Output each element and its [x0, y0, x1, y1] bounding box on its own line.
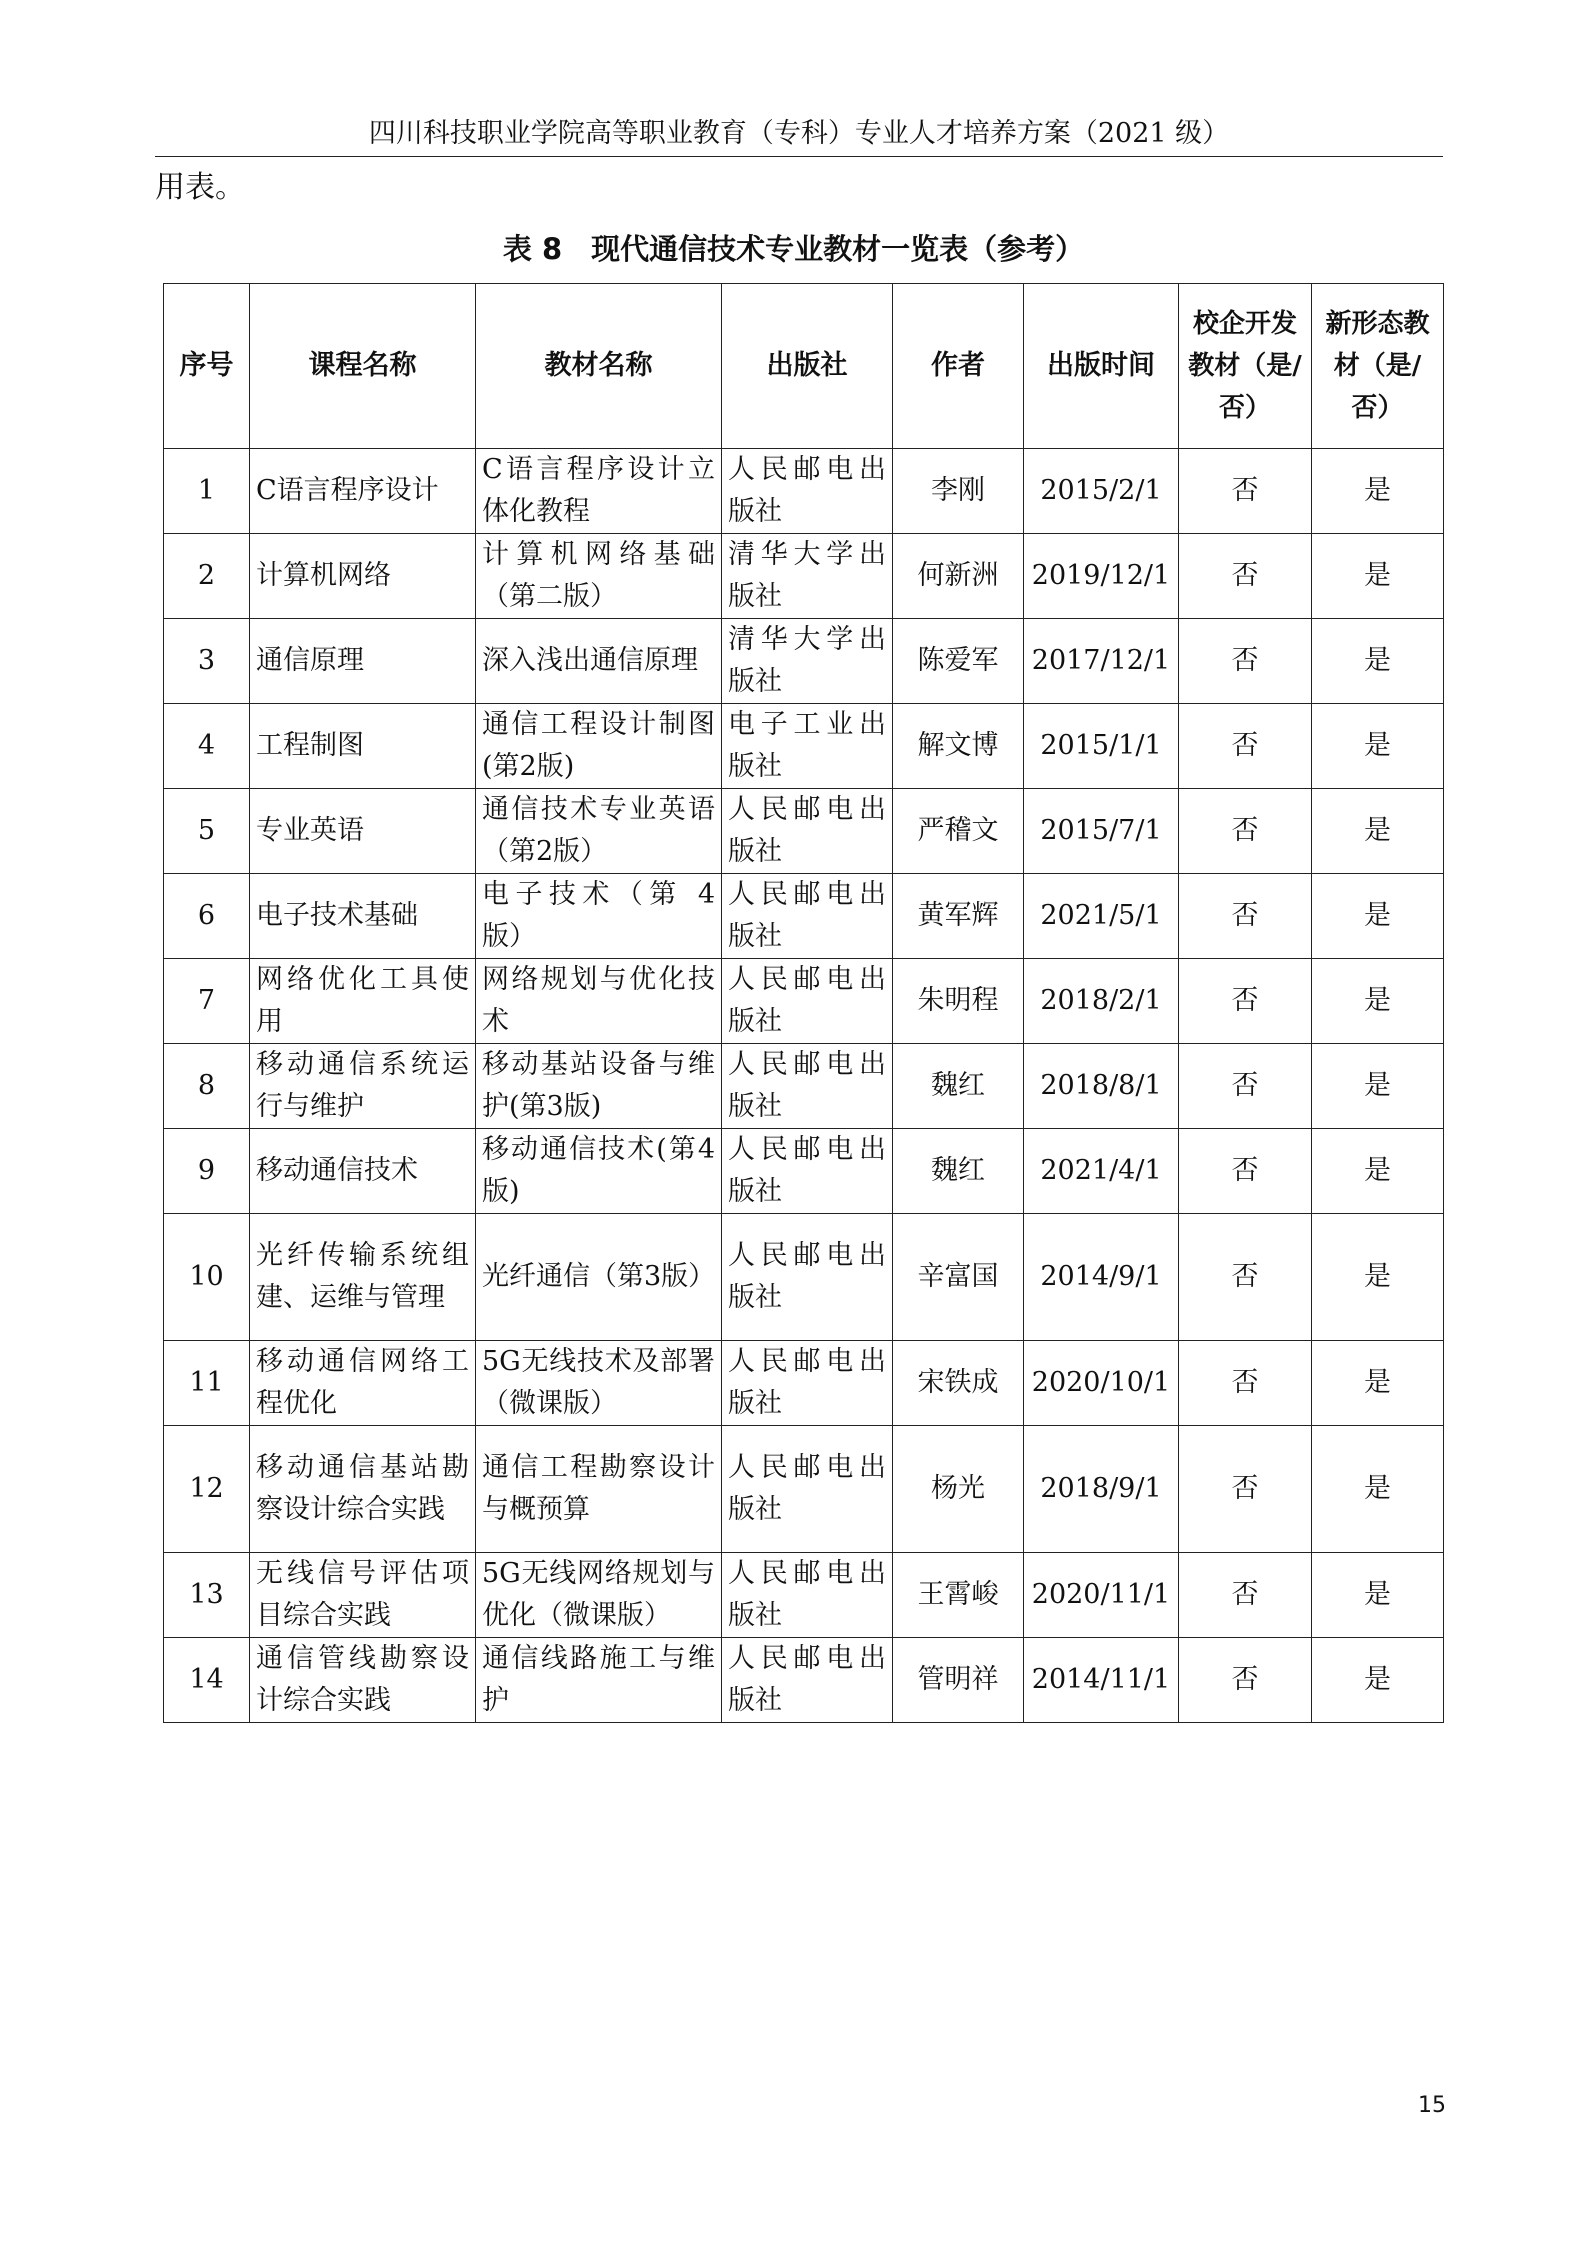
table-row — [164, 704, 1444, 789]
cell-new-form: 是 — [1312, 534, 1444, 619]
cell-date: 2018/9/1 — [1024, 1426, 1179, 1553]
cell-date: 2014/9/1 — [1024, 1214, 1179, 1341]
cell-new-form: 是 — [1312, 789, 1444, 874]
cell-author: 解文博 — [893, 704, 1024, 789]
cell-date: 2019/12/1 — [1024, 534, 1179, 619]
cell-author: 李刚 — [893, 449, 1024, 534]
cell-course: 网络优化工具使用 — [250, 959, 476, 1044]
table-row — [164, 1129, 1444, 1214]
cell-school-enterprise: 否 — [1179, 1214, 1312, 1341]
cell-new-form: 是 — [1312, 704, 1444, 789]
cell-new-form: 是 — [1312, 1341, 1444, 1426]
cell-new-form: 是 — [1312, 619, 1444, 704]
cell-author: 陈爱军 — [893, 619, 1024, 704]
header-new-form: 新形态教材（是/否） — [1312, 284, 1444, 449]
cell-course: 光纤传输系统组建、运维与管理 — [250, 1214, 476, 1341]
cell-index: 13 — [164, 1553, 250, 1638]
cell-textbook: 通信技术专业英语（第2版） — [476, 789, 722, 874]
header-course: 课程名称 — [250, 284, 476, 449]
page-number: 15 — [1418, 2093, 1446, 2118]
table-row — [164, 534, 1444, 619]
cell-index: 4 — [164, 704, 250, 789]
cell-textbook: 网络规划与优化技术 — [476, 959, 722, 1044]
table-row — [164, 874, 1444, 959]
cell-index: 2 — [164, 534, 250, 619]
cell-author: 魏红 — [893, 1044, 1024, 1129]
cell-index: 6 — [164, 874, 250, 959]
cell-textbook: C语言程序设计立体化教程 — [476, 449, 722, 534]
cell-author: 管明祥 — [893, 1638, 1024, 1723]
table-row — [164, 789, 1444, 874]
cell-new-form: 是 — [1312, 449, 1444, 534]
table-row — [164, 449, 1444, 534]
cell-course: 无线信号评估项目综合实践 — [250, 1553, 476, 1638]
table-row — [164, 1426, 1444, 1553]
cell-school-enterprise: 否 — [1179, 704, 1312, 789]
cell-index: 5 — [164, 789, 250, 874]
header-index: 序号 — [164, 284, 250, 449]
table-row — [164, 959, 1444, 1044]
cell-date: 2021/4/1 — [1024, 1129, 1179, 1214]
intro-text: 用表。 — [155, 170, 245, 205]
cell-index: 10 — [164, 1214, 250, 1341]
cell-index: 11 — [164, 1341, 250, 1426]
cell-date: 2017/12/1 — [1024, 619, 1179, 704]
cell-publisher: 人民邮电出版社 — [722, 1341, 893, 1426]
table-row — [164, 619, 1444, 704]
cell-textbook: 电子技术（第 4 版） — [476, 874, 722, 959]
cell-new-form: 是 — [1312, 874, 1444, 959]
cell-textbook: 移动基站设备与维护(第3版) — [476, 1044, 722, 1129]
cell-publisher: 清华大学出版社 — [722, 619, 893, 704]
cell-school-enterprise: 否 — [1179, 449, 1312, 534]
table-row — [164, 1214, 1444, 1341]
header-pub-date: 出版时间 — [1024, 284, 1179, 449]
cell-publisher: 清华大学出版社 — [722, 534, 893, 619]
cell-publisher: 人民邮电出版社 — [722, 1426, 893, 1553]
table-row — [164, 1044, 1444, 1129]
cell-date: 2014/11/1 — [1024, 1638, 1179, 1723]
cell-course: 移动通信技术 — [250, 1129, 476, 1214]
header-textbook: 教材名称 — [476, 284, 722, 449]
cell-school-enterprise: 否 — [1179, 1044, 1312, 1129]
cell-course: 通信原理 — [250, 619, 476, 704]
cell-index: 14 — [164, 1638, 250, 1723]
cell-author: 何新洲 — [893, 534, 1024, 619]
cell-textbook: 移动通信技术(第4版) — [476, 1129, 722, 1214]
cell-course: 计算机网络 — [250, 534, 476, 619]
cell-author: 杨光 — [893, 1426, 1024, 1553]
cell-school-enterprise: 否 — [1179, 874, 1312, 959]
cell-textbook: 通信线路施工与维护 — [476, 1638, 722, 1723]
cell-school-enterprise: 否 — [1179, 1553, 1312, 1638]
cell-publisher: 人民邮电出版社 — [722, 449, 893, 534]
header-publisher: 出版社 — [722, 284, 893, 449]
cell-new-form: 是 — [1312, 1426, 1444, 1553]
cell-textbook: 5G无线技术及部署（微课版） — [476, 1341, 722, 1426]
cell-index: 3 — [164, 619, 250, 704]
cell-date: 2018/2/1 — [1024, 959, 1179, 1044]
cell-publisher: 人民邮电出版社 — [722, 1638, 893, 1723]
cell-school-enterprise: 否 — [1179, 1129, 1312, 1214]
cell-index: 7 — [164, 959, 250, 1044]
cell-textbook: 5G无线网络规划与优化（微课版） — [476, 1553, 722, 1638]
cell-course: 移动通信系统运行与维护 — [250, 1044, 476, 1129]
cell-date: 2015/2/1 — [1024, 449, 1179, 534]
cell-new-form: 是 — [1312, 1044, 1444, 1129]
cell-school-enterprise: 否 — [1179, 1638, 1312, 1723]
header-rule — [155, 156, 1443, 157]
cell-textbook: 通信工程勘察设计与概预算 — [476, 1426, 722, 1553]
table-title: 表 8 现代通信技术专业教材一览表（参考） — [502, 232, 1085, 266]
cell-author: 辛富国 — [893, 1214, 1024, 1341]
cell-school-enterprise: 否 — [1179, 1426, 1312, 1553]
cell-date: 2020/10/1 — [1024, 1341, 1179, 1426]
cell-publisher: 电子工业出版社 — [722, 704, 893, 789]
cell-date: 2020/11/1 — [1024, 1553, 1179, 1638]
cell-course: 通信管线勘察设计综合实践 — [250, 1638, 476, 1723]
cell-textbook: 深入浅出通信原理 — [476, 619, 722, 704]
running-header: 四川科技职业学院高等职业教育（专科）专业人才培养方案（2021 级） — [368, 118, 1230, 149]
cell-course: 工程制图 — [250, 704, 476, 789]
cell-new-form: 是 — [1312, 1129, 1444, 1214]
cell-author: 王霄峻 — [893, 1553, 1024, 1638]
cell-school-enterprise: 否 — [1179, 619, 1312, 704]
cell-new-form: 是 — [1312, 1638, 1444, 1723]
table-header-row — [164, 284, 1444, 449]
cell-index: 12 — [164, 1426, 250, 1553]
header-author: 作者 — [893, 284, 1024, 449]
cell-school-enterprise: 否 — [1179, 959, 1312, 1044]
cell-course: 移动通信基站勘察设计综合实践 — [250, 1426, 476, 1553]
cell-index: 9 — [164, 1129, 250, 1214]
cell-publisher: 人民邮电出版社 — [722, 789, 893, 874]
table-row — [164, 1553, 1444, 1638]
cell-textbook: 计算机网络基础（第二版） — [476, 534, 722, 619]
table-row — [164, 1341, 1444, 1426]
cell-new-form: 是 — [1312, 959, 1444, 1044]
cell-publisher: 人民邮电出版社 — [722, 874, 893, 959]
cell-course: C语言程序设计 — [250, 449, 476, 534]
cell-publisher: 人民邮电出版社 — [722, 1214, 893, 1341]
cell-author: 严稽文 — [893, 789, 1024, 874]
cell-author: 魏红 — [893, 1129, 1024, 1214]
cell-publisher: 人民邮电出版社 — [722, 1553, 893, 1638]
cell-school-enterprise: 否 — [1179, 1341, 1312, 1426]
cell-course: 专业英语 — [250, 789, 476, 874]
cell-index: 1 — [164, 449, 250, 534]
cell-publisher: 人民邮电出版社 — [722, 959, 893, 1044]
cell-date: 2018/8/1 — [1024, 1044, 1179, 1129]
cell-textbook: 通信工程设计制图(第2版) — [476, 704, 722, 789]
cell-course: 电子技术基础 — [250, 874, 476, 959]
cell-publisher: 人民邮电出版社 — [722, 1044, 893, 1129]
textbook-table — [163, 283, 1444, 1723]
cell-author: 宋铁成 — [893, 1341, 1024, 1426]
cell-date: 2015/7/1 — [1024, 789, 1179, 874]
cell-index: 8 — [164, 1044, 250, 1129]
table-row — [164, 1638, 1444, 1723]
cell-new-form: 是 — [1312, 1214, 1444, 1341]
cell-publisher: 人民邮电出版社 — [722, 1129, 893, 1214]
cell-school-enterprise: 否 — [1179, 534, 1312, 619]
cell-school-enterprise: 否 — [1179, 789, 1312, 874]
cell-date: 2021/5/1 — [1024, 874, 1179, 959]
cell-author: 黄军辉 — [893, 874, 1024, 959]
cell-author: 朱明程 — [893, 959, 1024, 1044]
cell-textbook: 光纤通信（第3版） — [476, 1214, 722, 1341]
cell-new-form: 是 — [1312, 1553, 1444, 1638]
cell-date: 2015/1/1 — [1024, 704, 1179, 789]
header-school-enterprise: 校企开发教材（是/否） — [1179, 284, 1312, 449]
cell-course: 移动通信网络工程优化 — [250, 1341, 476, 1426]
